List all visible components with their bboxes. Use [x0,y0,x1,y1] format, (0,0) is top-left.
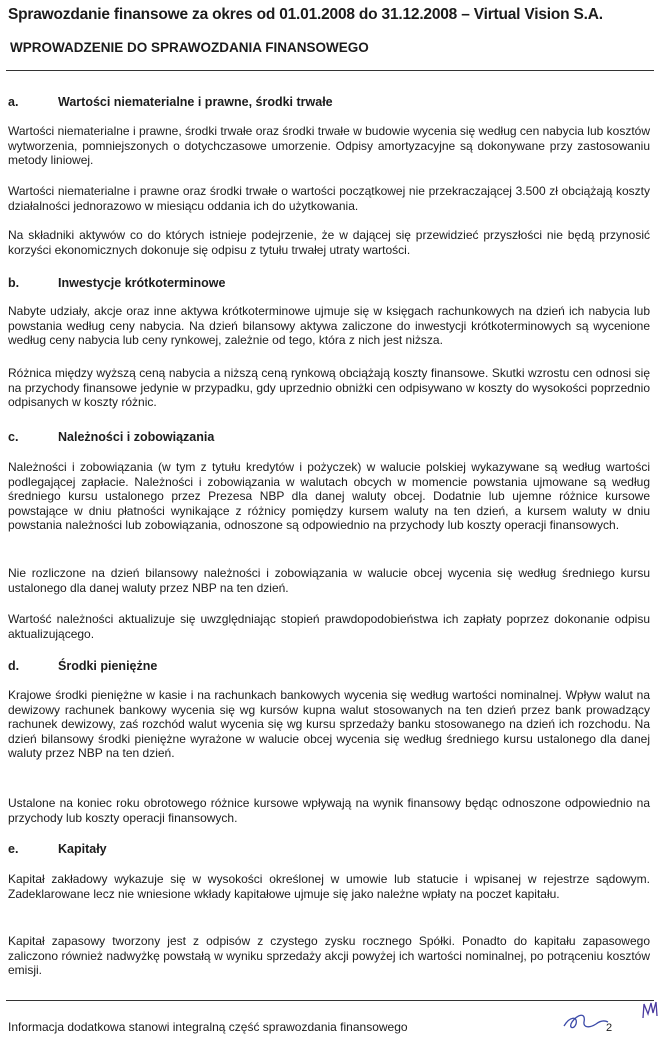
footer-divider [6,1000,654,1001]
section-title: Środki pieniężne [58,659,158,673]
report-title: Sprawozdanie finansowe za okres od 01.01.2008 do 31.12.2008 – Virtual Vision S.A. [8,6,603,23]
paragraph: Nie rozliczone na dzień bilansowy należności i zobowiązania w walucie obcej wycenia się według średniego kursu ustalonego dla danej waluty przez NBP na ten dzień. [8,566,650,595]
section-heading-d [8,659,157,673]
section-letter: d. [8,659,20,673]
paragraph: Wartości niematerialne i prawne, środki trwałe oraz środki trwałe w budowie wycenia się według cen nabycia lub kosztów wytworzenia, pomniejszonych o dotychczasowe umorzenie. Odpisy amortyzacyjne są dokonywane przy zastosowaniu metody liniowej. [8,124,650,167]
initials-mark [640,998,662,1022]
section-heading-b [8,276,225,290]
section-heading-e [8,842,107,856]
section-title: Należności i zobowiązania [58,430,215,444]
paragraph: Różnica między wyższą ceną nabycia a niższą ceną rynkową obciążają koszty finansowe. Skutki wzrostu cen odnosi się na przychody finansowe jedynie w przypadku, gdy uprzednio obniżki cen odpisywano w koszty do wysokości poprzednio odpisanych w koszty różnic. [8,366,650,409]
paragraph: Na składniki aktywów co do których istnieje podejrzenie, że w dającej się przewidzieć przyszłości nie będą przynosić korzyści ekonomicznych dokonuje się odpisu z tytułu trwałej utraty wartości. [8,228,650,257]
signature-scribble [560,1008,613,1036]
section-letter: c. [8,430,19,444]
footer-note: Informacja dodatkowa stanowi integralną część sprawozdania finansowego [8,1020,408,1034]
section-title: Wartości niematerialne i prawne, środki trwałe [58,95,333,109]
paragraph: Wartości niematerialne i prawne oraz środki trwałe o wartości początkowej nie przekraczającej 3.500 zł obciążają koszty działalności jednorazowo w miesiącu oddania ich do użytkowania. [8,184,650,213]
paragraph: Kapitał zakładowy wykazuje się w wysokości określonej w umowie lub statucie i wpisanej w rejestrze sądowym. Zadeklarowane lecz nie wniesione wkłady kapitałowe ujmuje się jako należne wpłaty na poczet kapitału. [8,872,650,901]
section-letter: b. [8,276,20,290]
paragraph: Ustalone na koniec roku obrotowego różnice kursowe wpływają na wynik finansowy będąc odnoszone odpowiednio na przychody lub koszty operacji finansowych. [8,796,650,825]
paragraph: Kapitał zapasowy tworzony jest z odpisów z czystego zysku rocznego Spółki. Ponadto do kapitału zapasowego zaliczono również nadwyżkę powstałą w wyniku sprzedaży akcji powyżej ich wartości nominalnej, po potrąceniu kosztów emisji. [8,934,650,977]
section-heading-a [8,95,333,109]
intro-heading: WPROWADZENIE DO SPRAWOZDANIA FINANSOWEGO [10,40,369,55]
section-letter: a. [8,95,19,109]
paragraph: Wartość należności aktualizuje się uwzględniając stopień prawdopodobieństwa ich zapłaty poprzez dokonanie odpisu aktualizującego. [8,612,650,641]
paragraph: Nabyte udziały, akcje oraz inne aktywa krótkoterminowe ujmuje się w księgach rachunkowych na dzień ich nabycia lub powstania według ceny nabycia. Na dzień bilansowy aktywa zaliczone do inwestycji krótkoterminowych są wycenione według ceny nabycia lub ceny rynkowej, zależnie od tego, która z nich jest niższa. [8,304,650,347]
section-title: Kapitały [58,842,107,856]
paragraph: Krajowe środki pieniężne w kasie i na rachunkach bankowych wycenia się według wartości nominalnej. Wpływ walut na dewizowy rachunek bankowy wycenia się wg kursów kupna walut stosowanych na ten dzień przez bank prowadzący rachunek dewizowy, zaś rozchód walut wycenia się wg kursu sprzedaży banku stosowanego na dzień ich rozchodu. Na dzień bilansowy środki pieniężne wyrażone w walucie obcej wycenia się według średniego kursu ustalonego dla danej waluty przez NBP na ten dzień. [8,688,650,760]
section-title: Inwestycje krótkoterminowe [58,276,226,290]
header-divider [6,70,654,71]
section-heading-c [8,430,214,444]
paragraph: Należności i zobowiązania (w tym z tytułu kredytów i pożyczek) w walucie polskiej wykazywane są według wartości podlegającej zapłacie. Należności i zobowiązania w walutach obcych w momencie powstania ujmowane są według średniego kursu ustalonego przez Prezesa NBP dla danej waluty obcej. Dodatnie lub ujemne różnice kursowe powstające w dniu płatności wynikające z różnicy pomiędzy kursem waluty na ten dzień, a kursem waluty w dniu powstania należności lub zobowiązania, odnoszone są odpowiednio na przychody lub koszty operacji finansowych. [8,460,650,532]
section-letter: e. [8,842,19,856]
page-number: 2 [606,1022,613,1034]
